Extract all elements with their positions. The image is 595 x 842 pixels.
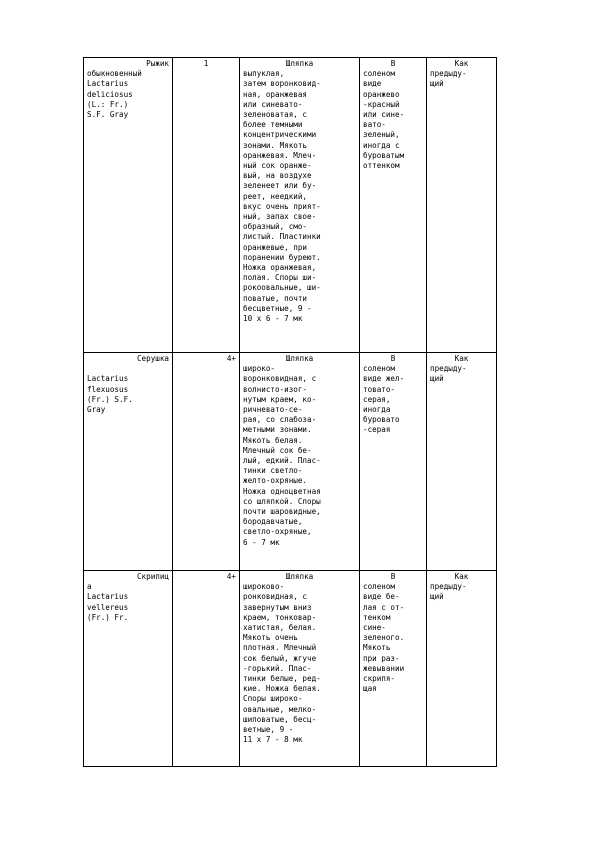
latin-name: обыкновенный Lactarius deliciosus (L.: Fr.) S.F. Gray [87, 69, 142, 120]
mushroom-table [83, 57, 497, 767]
name-cell [84, 571, 173, 767]
cap-description-cell [240, 58, 360, 353]
name-cell [84, 58, 173, 353]
prep-text: предыду- щий [430, 69, 467, 89]
cap-title: Шляпка [285, 572, 314, 581]
preparation-cell [427, 58, 497, 353]
category-value: 4+ [226, 572, 236, 581]
category-cell [173, 353, 240, 571]
table-row [84, 571, 497, 767]
cap-text: широково- ронковидная, с завернутым вниз краем, тонковар- хатистая, белая. Мякоть очень плотная. Млечный сок белый, жгуче -горький. Плас- тинки белые, ред- кие. Ножка белая. Споры широко- овальные, мелко- шиповатые, бесц- ветные, 9 - 11 х 7 - 8 мк [243, 582, 321, 745]
prep-text: предыду- щий [430, 364, 467, 384]
salted-title: В [390, 354, 396, 363]
prep-title: Как [454, 572, 469, 581]
category-value: 4+ [226, 354, 236, 363]
cap-title: Шляпка [285, 354, 314, 363]
common-name: Скрипиц [136, 572, 169, 581]
salted-appearance-cell [360, 571, 427, 767]
category-cell [173, 571, 240, 767]
cap-description-cell [240, 353, 360, 571]
salted-title: В [390, 59, 396, 68]
table-row [84, 58, 497, 353]
preparation-cell [427, 353, 497, 571]
prep-title: Как [454, 59, 469, 68]
preparation-cell [427, 571, 497, 767]
cap-description-cell [240, 571, 360, 767]
prep-title: Как [454, 354, 469, 363]
cap-text: широко- воронковидная, с волнисто-изог- нутым краем, ко- ричневато-се- рая, со слабоза- метными зонами. Мякоть белая. Млечный сок бе- лый, едкий. Плас- тинки светло- желто-охряные. Ножка одноцветная со шляпкой. Споры почти шаровидные, бородавчатые, светло-охряные, 6 - 7 мк [243, 364, 321, 547]
table-row [84, 353, 497, 571]
prep-text: предыду- щий [430, 582, 467, 602]
salted-text: соленом виде жел- товато- серая, иногда буровато -серая [363, 364, 405, 435]
common-name: Серушка [136, 354, 169, 363]
salted-appearance-cell [360, 353, 427, 571]
salted-appearance-cell [360, 58, 427, 353]
latin-name: Lactarius flexuosus (Fr.) S.F. Gray [87, 374, 133, 415]
cap-text: выпуклая, затем воронковид- ная, оранжевая или синевато- зеленоватая, с более темными концентрическими зонами. Мякоть оранжевая. Млеч- ный сок оранже- вый, на воздухе зеленеет или бу- реет, неедкий, вкус очень прият- ный, запах свое- образный, смо- листый. Пластинки оранжевые, при поранении буреют. Ножка оранжевая, полая. Споры ши- рокоовальные, ши- поватые, почти бесцветные, 9 - 10 х 6 - 7 мк [243, 69, 321, 324]
category-value: 1 [203, 59, 209, 68]
cap-title: Шляпка [285, 59, 314, 68]
category-cell [173, 58, 240, 353]
name-cell [84, 353, 173, 571]
salted-title: В [390, 572, 396, 581]
salted-text: соленом виде бе- лая с от- тенком сине- зеленого. Мякоть при раз- жевывании скрипя- щая [363, 582, 405, 694]
latin-name: а Lactarius vellereus (Fr.) Fr. [87, 582, 129, 622]
common-name: Рыжик [146, 59, 169, 68]
salted-text: соленом виде оранжево -красный или сине- вато- зеленый, иногда с буроватым оттенком [363, 69, 405, 171]
